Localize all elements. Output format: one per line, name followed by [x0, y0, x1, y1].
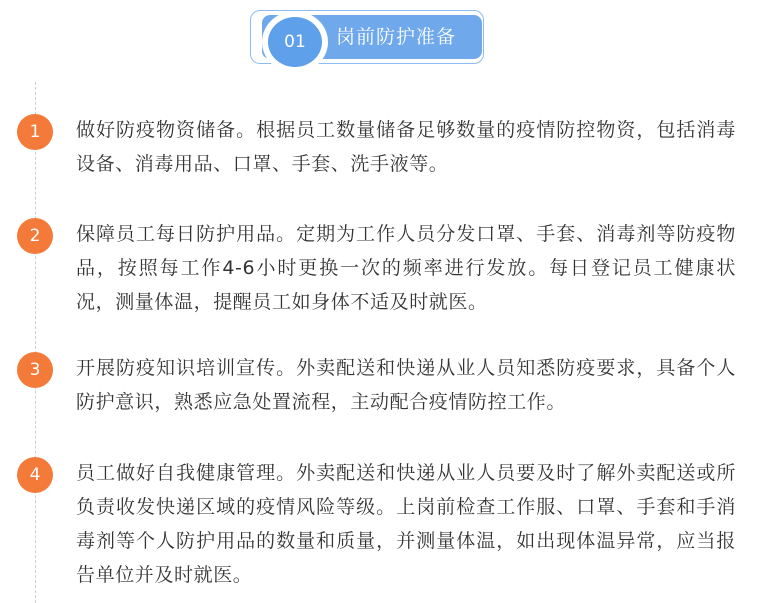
section-number: 01	[268, 17, 322, 67]
item-text: 开展防疫知识培训宣传。外卖配送和快递从业人员知悉防疫要求，具备个人防护意识，熟悉应急处置流程，主动配合疫情防控工作。	[76, 357, 736, 413]
item-text: 保障员工每日防护用品。定期为工作人员分发口罩、手套、消毒剂等防疫物品，按照每工作4-6小时更换一次的频率进行发放。每日登记员工健康状况，测量体温，提醒员工如身体不适及时就医。	[76, 223, 736, 313]
item-number-marker: 1	[17, 114, 53, 150]
item-number-marker: 2	[17, 218, 53, 254]
item-text: 做好防疫物资储备。根据员工数量储备足够数量的疫情防控物资，包括消毒设备、消毒用品、口罩、手套、洗手液等。	[76, 119, 736, 175]
section-title: 岗前防护准备	[336, 26, 457, 48]
item-number-marker: 4	[17, 457, 53, 493]
item-number-marker: 3	[17, 352, 53, 388]
item-text: 员工做好自我健康管理。外卖配送和快递从业人员要及时了解外卖配送或所负责收发快递区域的疫情风险等级。上岗前检查工作服、口罩、手套和手消毒剂等个人防护用品的数量和质量，并测量体温，如出现体温异常，应当报告单位并及时就医。	[76, 462, 736, 586]
timeline-dashed-line	[35, 82, 36, 603]
